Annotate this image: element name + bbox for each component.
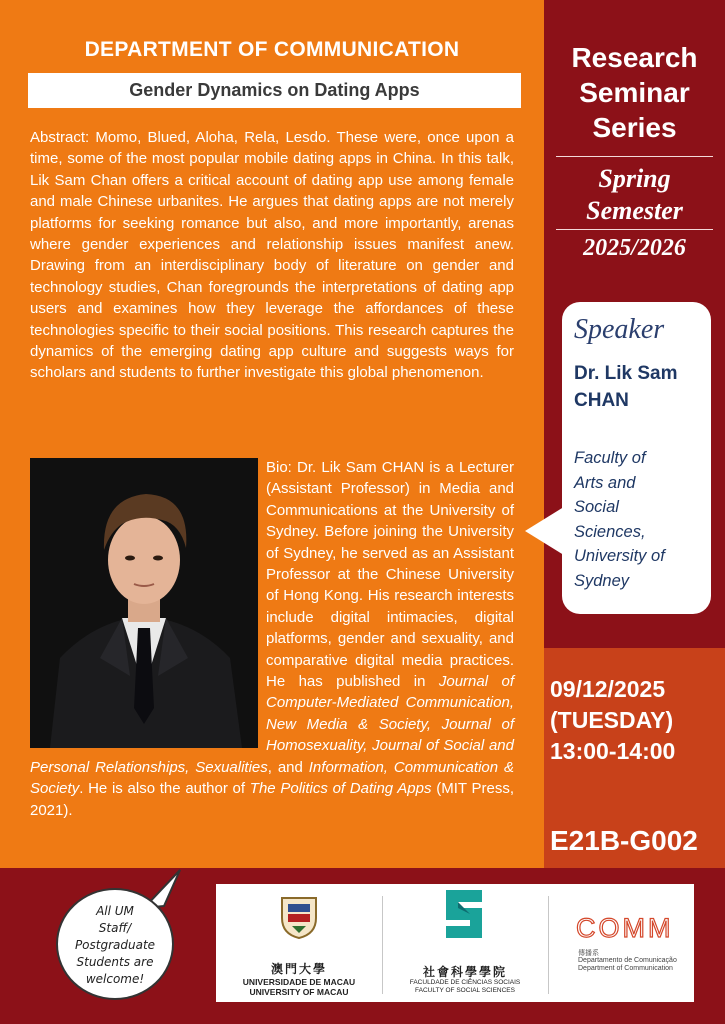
series-title-line1: Research	[571, 42, 698, 73]
welcome-line2: Staff/	[98, 921, 132, 935]
fss-logo-icon	[442, 888, 486, 940]
bio-and: , and	[267, 758, 309, 776]
photo-wrap-spacer	[30, 457, 266, 752]
bio-journals-list: Journal of Computer-Mediated Communication, New Media & Society, Journal of Homosexuality, Journal of Social and Personal Relationships, Sexualities	[30, 673, 514, 776]
abstract-text: Abstract: Momo, Blued, Aloha, Rela, Lesdo. These were, once upon a time, some of the most popular mobile dating apps in China. In this talk, Lik Sam Chan offers a critical account of dating app use among female and male Chinese urbanites. He argues that dating apps are not merely platforms for seeking romance but also, and more importantly, arenas where gender experiences and relationship issues manifest anew. Drawing from an interdisciplinary body of literature on gender and technology studies, Chan foregrounds the interpretations of dating app users and examines how they leverage the affordances of these technologies specific to their social positions. This research captures the dynamics of the emerging dating app culture and suggests ways for scholars and students to further investigate this global phenomenon.	[30, 129, 514, 382]
event-room: E21B-G002	[550, 825, 698, 856]
bio-journal-ics: Information, Communication & Society	[30, 758, 514, 798]
affil-line1: Faculty of	[574, 449, 646, 467]
affil-line3: Social	[574, 498, 619, 516]
event-date: 09/12/2025	[550, 676, 666, 702]
series-title	[544, 40, 725, 145]
series-title-line3: Series	[592, 112, 677, 143]
speaker-name-line1: Dr. Lik Sam	[574, 363, 678, 384]
welcome-line5: welcome!	[85, 972, 145, 986]
welcome-line1: All UM	[96, 904, 134, 918]
welcome-text	[58, 903, 172, 988]
academic-year: 2025/2026	[583, 235, 686, 261]
bio-part1: Bio: Dr. Lik Sam CHAN is a Lecturer (Assistant Professor) in Media and Communications at the University of Sydney. Before joining the University of Sydney, he served as an Assistant Professor at the Chinese University of Hong Kong. His research interests include digital intimacies, digital platforms, gender and sexuality, and comparative digital media practices. He has published in	[266, 459, 514, 691]
semester-line2: Semester	[586, 196, 683, 225]
comm-portuguese-name: Departamento de Comunicação	[578, 957, 677, 964]
bio-wrap	[30, 457, 514, 821]
speaker-card-pointer	[525, 505, 567, 557]
affil-line4: Sciences,	[574, 522, 646, 541]
um-portuguese-name: UNIVERSIDADE DE MACAU	[242, 977, 356, 987]
series-title-line2: Seminar	[579, 77, 690, 108]
speaker-affiliation	[574, 446, 706, 593]
comm-logo-wordmark: COMM	[576, 913, 674, 943]
affil-line5: University of	[574, 547, 665, 565]
department-title: DEPARTMENT OF COMMUNICATION	[84, 38, 460, 61]
fss-chinese-name: 社會科學學院	[422, 965, 507, 979]
divider-top	[556, 156, 713, 157]
talk-title: Gender Dynamics on Dating Apps	[28, 73, 521, 108]
event-datetime	[550, 674, 675, 767]
speaker-card	[562, 302, 711, 614]
bio-part2: . He is also the author of	[79, 780, 250, 798]
bio-part3: (MIT Press, 2021).	[30, 780, 514, 819]
event-weekday: (TUESDAY)	[550, 707, 674, 733]
welcome-line4: Students are	[76, 955, 154, 969]
affil-line6: Sydney	[574, 571, 630, 590]
speaker-name-line2: CHAN	[574, 390, 629, 411]
divider-bottom	[556, 229, 713, 230]
logo-divider-2	[548, 896, 549, 994]
bio-book-title: The Politics of Dating Apps	[249, 780, 432, 798]
um-crest-icon	[278, 894, 320, 940]
welcome-line3: Postgraduate	[74, 938, 156, 952]
semester-label	[544, 163, 725, 227]
fss-portuguese-name: FACULDADE DE CIÊNCIAS SOCIAIS	[409, 979, 521, 986]
fss-english-name: FACULTY OF SOCIAL SCIENCES	[415, 987, 515, 994]
comm-chinese-name: 傳播系	[578, 950, 599, 957]
speaker-name	[574, 360, 706, 414]
um-chinese-name: 澳門大學	[270, 962, 327, 976]
affil-line2: Arts and	[574, 473, 636, 492]
um-english-name: UNIVERSITY OF MACAU	[249, 987, 349, 997]
date-panel	[544, 648, 725, 868]
comm-english-name: Department of Communication	[578, 965, 673, 972]
speaker-label: Speaker	[574, 314, 665, 345]
event-time: 13:00-14:00	[550, 738, 676, 764]
semester-line1: Spring	[598, 164, 671, 193]
